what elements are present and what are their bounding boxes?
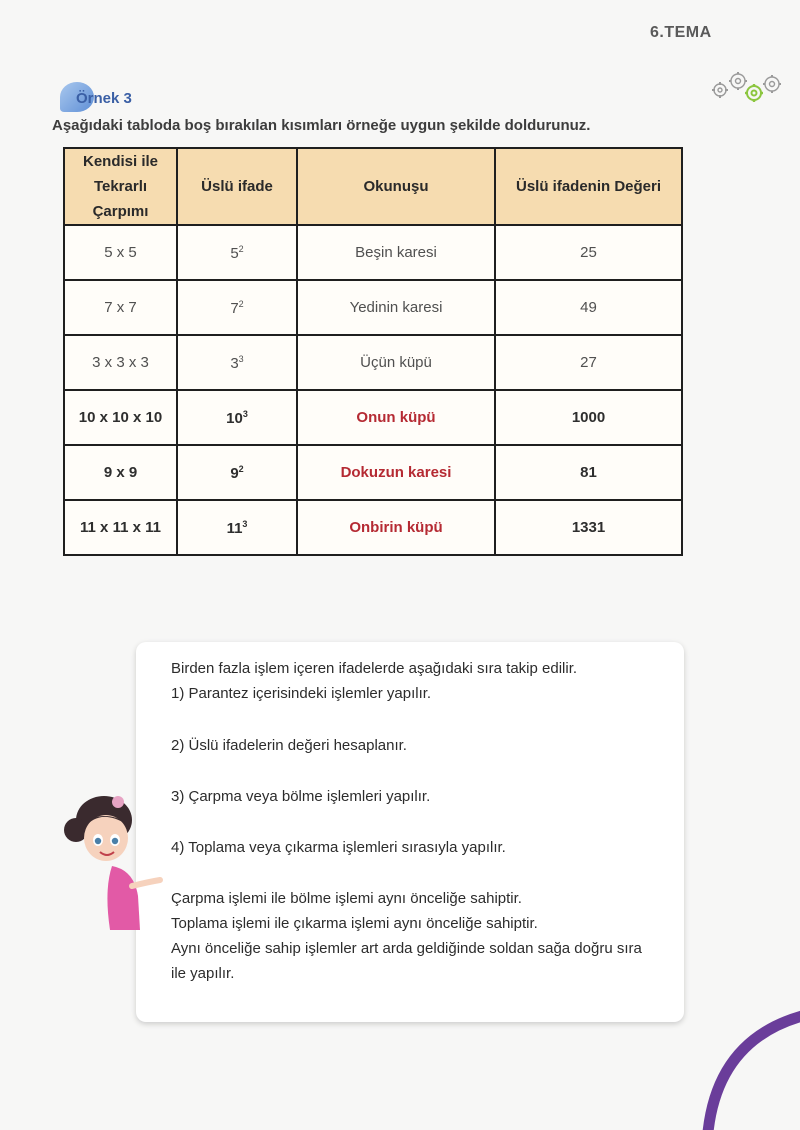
- table-row: [64, 335, 682, 390]
- header-product: Kendisi ile Tekrarlı Çarpımı: [64, 148, 177, 225]
- reading-cell: Onun küpü: [297, 390, 495, 445]
- exponent-base: 7: [230, 299, 239, 317]
- reading-cell: Yedinin karesi: [297, 280, 495, 335]
- rule-note-3: Aynı önceliğe sahip işlemler art arda geldiğinde soldan sağa doğru sıra: [171, 940, 642, 957]
- table-row: [64, 390, 682, 445]
- table-row: [64, 445, 682, 500]
- product-cell: 5 x 5: [64, 225, 177, 280]
- exponent-base: 9: [230, 464, 239, 482]
- exponent-cell: [177, 280, 297, 335]
- product-cell: 10 x 10 x 10: [64, 390, 177, 445]
- theme-title: 6.TEMA: [650, 24, 712, 41]
- product-cell: 7 x 7: [64, 280, 177, 335]
- decorative-arc: [690, 1010, 800, 1130]
- exponent-base: 5: [230, 244, 239, 262]
- exponent-base: 3: [230, 354, 239, 372]
- value-cell: 1331: [495, 500, 682, 555]
- header-reading: Okunuşu: [297, 148, 495, 225]
- exponent-cell: [177, 335, 297, 390]
- exponent-power: 2: [238, 463, 244, 474]
- table-row: [64, 225, 682, 280]
- product-cell: 3 x 3 x 3: [64, 335, 177, 390]
- exponent-power: 3: [242, 408, 248, 419]
- exponent-cell: [177, 390, 297, 445]
- value-cell: 25: [495, 225, 682, 280]
- exponent-cell: [177, 500, 297, 555]
- example-title: Örnek 3: [76, 90, 132, 107]
- girl-character-icon: [60, 790, 170, 930]
- exponent-power: 3: [238, 353, 244, 364]
- rules-intro: Birden fazla işlem içeren ifadelerde aşağıdaki sıra takip edilir.: [171, 660, 578, 677]
- reading-cell: Dokuzun karesi: [297, 445, 495, 500]
- header-exponent: Üslü ifade: [177, 148, 297, 225]
- reading-cell: Beşin karesi: [297, 225, 495, 280]
- product-cell: 11 x 11 x 11: [64, 500, 177, 555]
- rule-step-3: 3) Çarpma veya bölme işlemleri yapılır.: [171, 788, 431, 805]
- value-cell: 81: [495, 445, 682, 500]
- exponent-power: 2: [238, 243, 244, 254]
- table-row: [64, 280, 682, 335]
- exponent-base: 10: [226, 409, 243, 427]
- exponent-cell: [177, 225, 297, 280]
- exponent-cell: [177, 445, 297, 500]
- rules-card: [136, 642, 684, 1022]
- rule-step-2: 2) Üslü ifadelerin değeri hesaplanır.: [171, 737, 407, 754]
- product-cell: 9 x 9: [64, 445, 177, 500]
- table-header-row: [64, 148, 682, 225]
- header-value: Üslü ifadenin Değeri: [495, 148, 682, 225]
- exponent-power: 2: [238, 298, 244, 309]
- rule-note-2: Toplama işlemi ile çıkarma işlemi aynı önceliğe sahiptir.: [171, 915, 538, 932]
- gears-icon: [708, 70, 784, 106]
- exponent-power: 3: [242, 518, 248, 529]
- reading-cell: Üçün küpü: [297, 335, 495, 390]
- rule-step-4: 4) Toplama veya çıkarma işlemleri sırasıyla yapılır.: [171, 839, 506, 856]
- rule-note-4: ile yapılır.: [171, 965, 235, 982]
- value-cell: 49: [495, 280, 682, 335]
- exponent-table: [63, 147, 683, 556]
- rule-step-1: 1) Parantez içerisindeki işlemler yapılır.: [171, 685, 432, 702]
- instruction-text: Aşağıdaki tabloda boş bırakılan kısımları örneğe uygun şekilde doldurunuz.: [52, 117, 591, 134]
- reading-cell: Onbirin küpü: [297, 500, 495, 555]
- value-cell: 1000: [495, 390, 682, 445]
- rule-note-1: Çarpma işlemi ile bölme işlemi aynı önceliğe sahiptir.: [171, 890, 522, 907]
- exponent-base: 11: [226, 519, 243, 537]
- table-row: [64, 500, 682, 555]
- value-cell: 27: [495, 335, 682, 390]
